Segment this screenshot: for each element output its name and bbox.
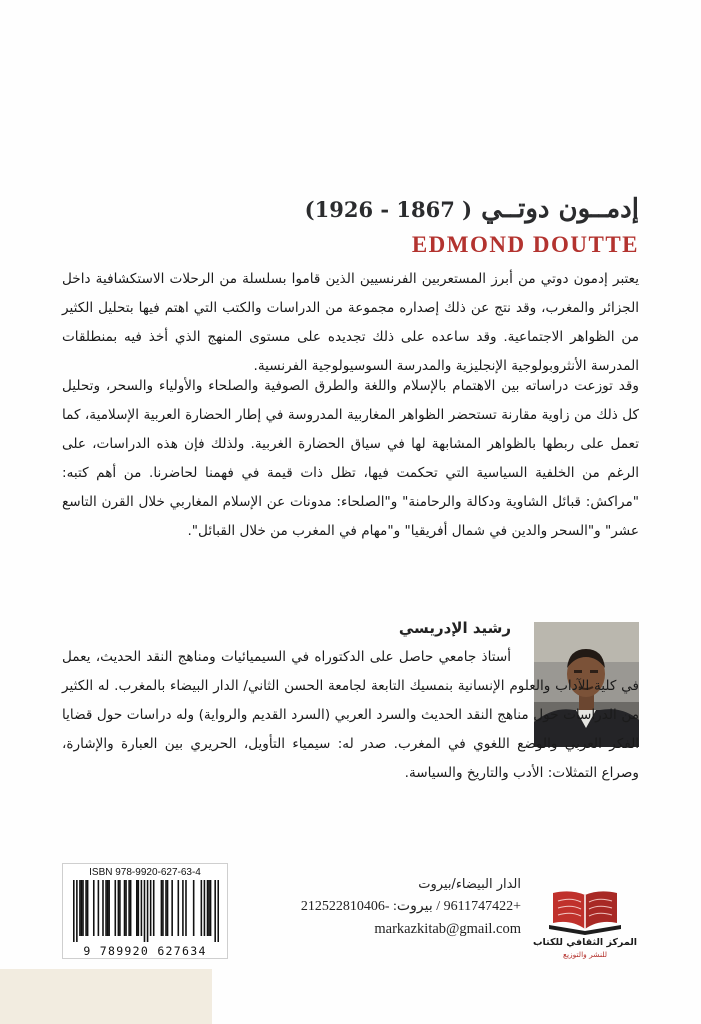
barcode-bar [204, 880, 206, 936]
barcode-bar [167, 880, 169, 936]
barcode-bar [144, 880, 146, 942]
publisher-email: markazkitab@gmail.com [374, 921, 521, 937]
publisher-logo [531, 885, 639, 965]
publisher-contact [301, 874, 521, 940]
author-bio [62, 643, 639, 788]
corner-tab [0, 969, 212, 1024]
barcode-bar [76, 880, 78, 942]
barcode-bar [171, 880, 173, 936]
barcode-bar [107, 880, 109, 936]
barcode-bars [73, 880, 219, 942]
book-title-english: EDMOND DOUTTE [411, 232, 639, 257]
barcode-bar [201, 880, 203, 936]
barcode-bar [73, 880, 75, 942]
barcode-bar [150, 880, 152, 936]
barcode-bar [82, 880, 84, 936]
barcode-bar [141, 880, 143, 936]
barcode-bar [102, 880, 104, 936]
barcode-bar [114, 880, 116, 936]
barcode-bar [165, 880, 167, 936]
title-years: ( 1867 - 1926) [304, 197, 473, 222]
barcode-bar [93, 880, 95, 936]
barcode-bar [217, 880, 219, 942]
book-title-arabic [305, 192, 639, 227]
barcode-bar [178, 880, 180, 936]
barcode-bar [210, 880, 212, 936]
barcode-bar [182, 880, 184, 936]
isbn-barcode [62, 863, 228, 959]
title-name: إدمــون دوتــي [481, 194, 639, 224]
barcode-bar [119, 880, 121, 936]
open-book-icon [531, 885, 639, 937]
publisher-logo-tagline: للنشر والتوزيع [562, 950, 608, 959]
barcode-bar [81, 880, 83, 936]
title-block [305, 192, 639, 259]
barcode-bar [207, 880, 209, 936]
description-paragraph-1: يعتبر إدمون دوتي من أبرز المستعربين الفرنسيين الذين قاموا بسلسلة من الرحلات الاستكشافية داخل الجزائر والمغرب، وقد نتج عن ذلك إصداره مجموعة من الدراسات والكتب التي اهتم فيها بتحليل الكثير من الظواهر الاجتماعية. وقد ساعده على ذلك تجديده على مستوى المنهج الذي أخذ فيه بمنطلقات المدرسة الأنثروبولوجية الإنجليزية والمدرسة السوسيولوجية الفرنسية. [62, 271, 639, 374]
barcode-bar [193, 880, 195, 936]
publisher-logo-name: المركز الثقافي للكتاب [532, 937, 638, 948]
description-paragraph-2: وقد توزعت دراساته بين الاهتمام بالإسلام واللغة والطرق الصوفية والصلحاء والأولياء والسحر، وتحليل كل ذلك من زاوية مقارنة تستحضر الظواهر المغاربية المدروسة في إطار الحضارة العربية الإسلامية، كما تعمل على ربطها بالظواهر المشابهة لها في سياق الحضارة الغربية. ولذلك فإن هذه الدراسات، على الرغم من الخلفية السياسية التي تحكمت فيها، تظل ذات قيمة في فهمنا لحاضرنا. من أهم كتبه: "مراكش: قبائل الشاوية ودكالة والرحامنة" و"الصلحاء: مدونات عن الإسلام المغاربي خلال القرن التاسع عشر" و"السحر والدين في شمال أفريقيا" و"مهام في المغرب من خلال القبائل". [62, 378, 639, 539]
barcode-bar [79, 880, 81, 936]
barcode-bar [185, 880, 187, 936]
author-bio-line-1: أستاذ جامعي حاصل على الدكتوراه في السيميائيات ومناهج النقد الحديث، [95, 649, 511, 665]
barcode-bar [98, 880, 100, 936]
barcode-bar [208, 880, 210, 936]
barcode-bar [85, 880, 87, 936]
barcode-bar [105, 880, 107, 936]
barcode-bar [162, 880, 164, 936]
publisher-phones: +9611747422 / بيروت: -212522810406 [300, 899, 521, 914]
barcode-bar [87, 880, 89, 936]
barcode-bar [147, 880, 149, 942]
author-bio-rest: يعمل في كلية الآداب والعلوم الإنسانية بنمسيك التابعة لجامعة الحسن الثاني/ الدار البيضاء بالمغرب. له الكثير من الدراسات حول مناهج النقد الحديث والسرد العربي (السرد القديم والرواية) وله دراسات حول قضايا الفكر العربي والوضع اللغوي في المغرب. صدر له: سيمياء التأويل، الحريري بين العبارة والإشارة، وصراع التمثلات: الأدب والتاريخ والسياسة. [62, 649, 639, 781]
barcode-bar [153, 880, 155, 936]
barcode-bar [138, 880, 140, 936]
barcode-bar [124, 880, 126, 936]
barcode-bar [128, 880, 130, 936]
publisher-city: الدار البيضاء/بيروت [418, 877, 521, 892]
barcode-bar [161, 880, 163, 936]
author-name: رشيد الإدريسي [398, 619, 511, 637]
barcode-bar [130, 880, 132, 936]
barcode-digits: 9 789920 627634 [83, 944, 207, 958]
isbn-label: ISBN 978-9920-627-63-4 [89, 867, 201, 878]
barcode-bar [125, 880, 127, 936]
barcode-bar [214, 880, 216, 942]
barcode-bar [108, 880, 110, 936]
barcode-bar [136, 880, 138, 936]
barcode-bar [118, 880, 120, 936]
